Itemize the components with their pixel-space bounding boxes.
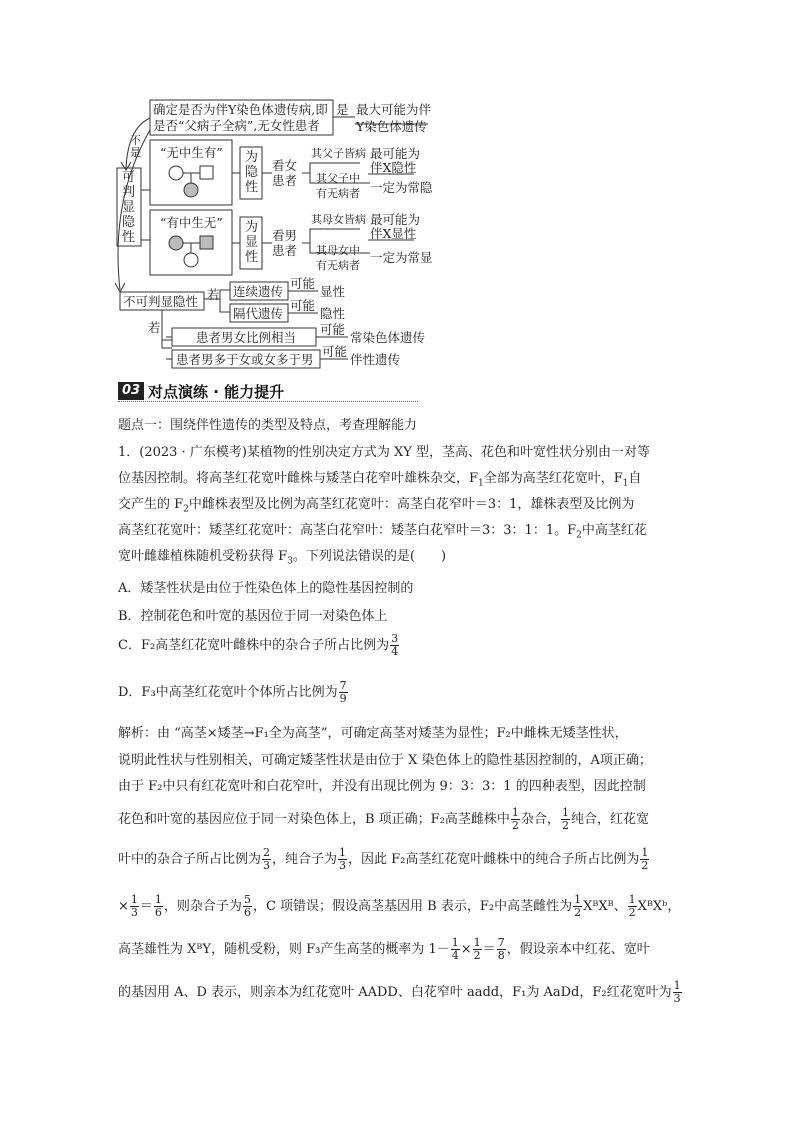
analysis-text: XᴮXᴮ、 [583, 899, 627, 914]
analysis-text: ＝ [139, 899, 153, 914]
fraction: $\frac{1}{3}$ [130, 893, 138, 919]
analysis-text: ，C 项错误；假设高茎基因用 B 表示，F₂中高茎雌性为 [252, 899, 573, 914]
option-c-text: C．F₂高茎红花宽叶雌株中的杂合子所占比例为 [118, 638, 390, 653]
possible-1: 可能 [290, 276, 316, 291]
question-text: 位基因控制。将高茎红花宽叶雌株与矮茎白花窄叶雄株杂交，F [118, 471, 479, 486]
pedigree-flowchart [0, 0, 794, 380]
yes-label: 是 [336, 102, 349, 117]
possible-3: 可能 [320, 322, 346, 337]
rec-cond-b-2: 有无病者 [316, 187, 360, 200]
cannot-judge-label: 不可判显隐性 [123, 294, 199, 309]
analysis-text: ，假设亲本中红花、宽叶 [506, 942, 650, 957]
recessive-result: 隐性 [320, 306, 346, 321]
dominant-label: 为显性 [244, 220, 258, 265]
question-line-3 [118, 493, 634, 515]
analysis-text: XᴮXᵇ， [637, 899, 681, 914]
dom-cond-a: 其母女皆病 [311, 213, 366, 226]
topic-line: 题点一：围绕伴性遗传的类型及特点，考查理解能力 [118, 418, 418, 433]
section-number: 03 [118, 382, 144, 400]
option-d-text: D．F₃中高茎红花宽叶个体所占比例为 [118, 685, 338, 700]
question-text: 中高茎红花 [581, 523, 647, 538]
analysis-text: 杂合， [520, 812, 560, 827]
look-female-label: 看女患者 [272, 158, 298, 188]
option-b[interactable]: B．控制花色和叶宽的基因位于同一对染色体上 [118, 609, 388, 624]
question-text: 宽叶雌雄植株随机受粉获得 F [118, 549, 288, 564]
rec-result-a-2: 伴X隐性 [370, 160, 417, 175]
rec-cond-a: 其父子皆病 [311, 147, 366, 160]
dominant-result: 显性 [320, 284, 346, 299]
question-text: 。下列说法错误的是( ) [292, 549, 447, 564]
rec-result-b: 一定为常隐 [370, 180, 433, 195]
fraction: $\frac{1}{2}$ [473, 936, 481, 962]
subscript: 2 [576, 530, 582, 541]
section-header [118, 381, 284, 401]
fraction: $\frac{2}{3}$ [263, 846, 271, 872]
analysis-line-5 [118, 847, 650, 872]
analysis-line-1: 解析：由 “高茎×矮茎→F₁全为高茎”，可确定高茎对矮茎为显性；F₂中雌株无矮茎性状， [118, 726, 628, 741]
fraction: $\frac{3}{4}$ [391, 632, 399, 658]
possible-2: 可能 [290, 298, 316, 313]
analysis-line-3: 由于 F₂中只有红花宽叶和白花窄叶，并没有出现比例为 9：3：3：1 的四种表型，因此控制 [118, 779, 646, 794]
analysis-line-2: 说明此性状与性别相关，可确定矮茎性状是由位于 X 染色体上的隐性基因控制的，A项正确； [118, 753, 652, 768]
unequal-ratio-label: 患者男多于女或女多于男 [176, 352, 314, 367]
dom-cond-b-2: 有无病者 [316, 259, 360, 272]
subscript: 2 [183, 504, 189, 515]
analysis-text: ，纯合子为 [272, 852, 338, 867]
rec-cond-b-1: 其父子中 [316, 172, 360, 185]
option-c[interactable] [118, 633, 400, 658]
analysis-text: ，则杂合子为 [163, 899, 242, 914]
equal-ratio-label: 患者男女比例相当 [196, 330, 297, 345]
fraction: $\frac{5}{6}$ [243, 893, 251, 919]
question-line-2: 是否“父病子全病”,无女性患者 [153, 118, 320, 133]
possible-4: 可能 [322, 344, 348, 359]
fraction: $\frac{1}{2}$ [628, 893, 636, 919]
subscript: 3 [287, 556, 293, 567]
yes-result-line-2: Y染色体遗传 [356, 119, 427, 134]
fraction: $\frac{1}{2}$ [561, 806, 569, 832]
dom-result-b: 一定为常显 [370, 250, 433, 265]
analysis-text: 花色和叶宽的基因应位于同一对染色体上，B 项正确；F₂高茎雌株中 [118, 812, 510, 827]
question-line-5 [118, 545, 446, 567]
analysis-line-7 [118, 937, 650, 962]
sex-linked-result: 伴性遗传 [350, 352, 401, 367]
question-text: 自 [628, 471, 642, 486]
fraction: $\frac{1}{2}$ [511, 806, 519, 832]
question-text: 高茎红花宽叶：矮茎红花宽叶：高茎白花窄叶：矮茎白花窄叶＝3：3：1：1。F [118, 523, 577, 538]
option-d[interactable] [118, 680, 349, 705]
dom-result-a-2: 伴X显性 [370, 226, 417, 241]
rec-result-a-1: 最可能为 [370, 146, 421, 161]
subscript: 1 [478, 478, 484, 489]
fraction: $\frac{1}{4}$ [451, 936, 459, 962]
can-judge-label: 可判显隐性 [121, 170, 135, 245]
analysis-text: 的基因用 A、D 表示，则亲本为红花宽叶 AADD、白花窄叶 aadd，F₁为 AaDd，F₂红花宽叶为 [118, 985, 672, 1000]
if-label-1: 若 [207, 287, 220, 302]
analysis-text: 高茎雄性为 XᴮY，随机受粉，则 F₃产生高茎的概率为 1－ [118, 942, 450, 957]
yes-result-line-1: 最大可能为伴 [356, 102, 432, 117]
analysis-text: × [118, 899, 129, 914]
if-label-2: 若 [148, 320, 161, 335]
question-line-1: 确定是否为伴Y染色体遗传病,即 [153, 102, 328, 117]
recessive-title: “无中生有” [160, 145, 223, 160]
section-title: 对点演练 · 能力提升 [148, 382, 285, 401]
skip-label: 隔代遗传 [233, 306, 284, 321]
analysis-line-8 [118, 980, 683, 1005]
question-line-1: 1．(2023 · 广东模考)某植物的性别决定方式为 XY 型，茎高、花色和叶宽性状分别由一对等 [118, 445, 650, 460]
look-male-label: 看男患者 [272, 228, 298, 258]
question-text: 交产生的 F [118, 497, 184, 512]
continuous-label: 连续遗传 [233, 284, 284, 299]
dom-cond-b-1: 其母女中 [316, 244, 360, 257]
autosomal-result: 常染色体遗传 [350, 330, 426, 345]
question-line-4 [118, 519, 647, 541]
option-a[interactable]: A．矮茎性状是由位于性染色体上的隐性基因控制的 [118, 581, 414, 596]
question-text: 中雌株表型及比例为高茎红花宽叶：高茎白花窄叶＝3：1，雄株表型及比例为 [188, 497, 635, 512]
fraction: $\frac{1}{3}$ [673, 979, 681, 1005]
question-line-2 [118, 467, 642, 489]
analysis-line-6 [118, 894, 680, 919]
analysis-text: 纯合，红花宽 [570, 812, 649, 827]
fraction: $\frac{1}{2}$ [641, 846, 649, 872]
analysis-text: ，因此 F₂高茎红花宽叶雌株中的纯合子所占比例为 [348, 852, 640, 867]
fraction: $\frac{1}{3}$ [339, 846, 347, 872]
question-text: 全部为高茎红花宽叶，F [483, 471, 623, 486]
fraction: $\frac{7}{8}$ [497, 936, 505, 962]
recessive-label: 为隐性 [244, 150, 258, 195]
analysis-text: ＝ [482, 942, 496, 957]
analysis-line-4 [118, 807, 649, 832]
fraction: $\frac{1}{2}$ [574, 893, 582, 919]
dom-result-a-1: 最可能为 [370, 212, 421, 227]
fraction: $\frac{1}{6}$ [154, 893, 162, 919]
fraction: $\frac{7}{9}$ [339, 679, 347, 705]
analysis-text: × [460, 942, 472, 957]
dominant-title: “有中生无” [160, 215, 223, 230]
subscript: 1 [622, 478, 629, 489]
no-label: 不是 [130, 134, 141, 159]
analysis-text: 叶中的杂合子所占比例为 [118, 852, 262, 867]
section-divider [118, 401, 418, 402]
